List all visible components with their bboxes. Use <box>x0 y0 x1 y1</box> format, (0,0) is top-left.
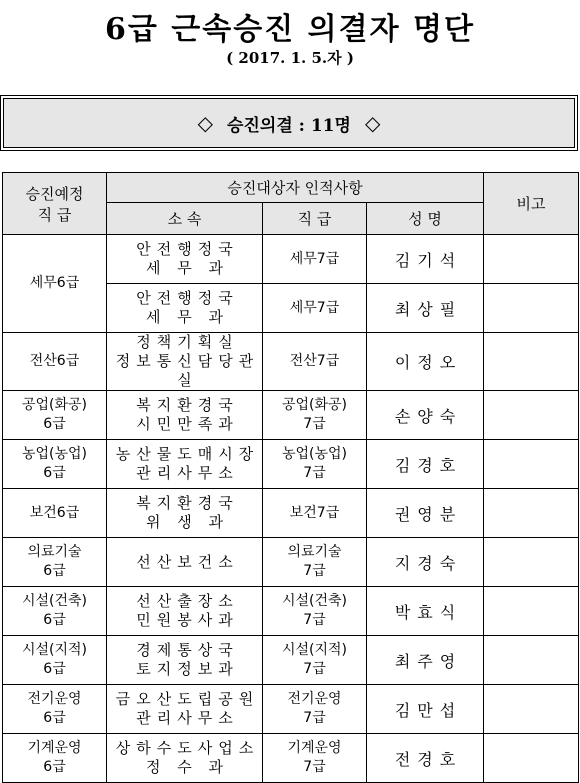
summary-banner <box>3 98 575 148</box>
remarks-cell <box>484 538 579 587</box>
remarks-cell <box>484 284 579 333</box>
target-grade-cell: 공업(화공) 6급 <box>3 391 107 440</box>
target-grade-cell: 농업(농업) 6급 <box>3 440 107 489</box>
remarks-cell <box>484 587 579 636</box>
remarks-cell <box>484 685 579 734</box>
department-cell: 선산출장소 민원봉사과 <box>107 587 263 636</box>
document-date: ( 2017. 1. 5.자 ) <box>226 49 354 67</box>
header-target-grade: 승진예정 직 급 <box>3 173 107 235</box>
person-name-cell: 김만섭 <box>367 685 484 734</box>
promotion-count-label: 승진의결 : 11명 <box>227 115 351 136</box>
person-name-cell: 최상필 <box>367 284 484 333</box>
header-remarks: 비고 <box>484 173 579 235</box>
header-rank: 직 급 <box>263 203 367 235</box>
table-row <box>3 489 579 538</box>
header-department: 소 속 <box>107 203 263 235</box>
remarks-cell <box>484 391 579 440</box>
page-title: 6급 근속승진 의결자 명단 <box>104 12 475 47</box>
person-name-cell: 지경숙 <box>367 538 484 587</box>
header-candidate-info: 승진대상자 인적사항 <box>107 173 484 203</box>
department-cell: 경제통상국 토지정보과 <box>107 636 263 685</box>
promotion-table <box>2 172 579 783</box>
remarks-cell <box>484 734 579 783</box>
current-rank-cell: 보건7급 <box>263 489 367 538</box>
person-name-cell: 박효식 <box>367 587 484 636</box>
table-row <box>3 391 579 440</box>
remarks-cell <box>484 440 579 489</box>
department-cell: 금오산도립공원 관리사무소 <box>107 685 263 734</box>
person-name-cell: 김경호 <box>367 440 484 489</box>
table-row <box>3 538 579 587</box>
remarks-cell <box>484 636 579 685</box>
person-name-cell: 이정오 <box>367 333 484 391</box>
department-cell: 안전행정국 세 무 과 <box>107 284 263 333</box>
table-row <box>3 734 579 783</box>
current-rank-cell: 의료기술 7급 <box>263 538 367 587</box>
department-cell: 선산보건소 <box>107 538 263 587</box>
person-name-cell: 최주영 <box>367 636 484 685</box>
person-name-cell: 전경호 <box>367 734 484 783</box>
person-name-cell: 손양숙 <box>367 391 484 440</box>
department-cell: 농산물도매시장 관리사무소 <box>107 440 263 489</box>
current-rank-cell: 기계운영 7급 <box>263 734 367 783</box>
department-cell: 상하수도사업소 정 수 과 <box>107 734 263 783</box>
current-rank-cell: 공업(화공) 7급 <box>263 391 367 440</box>
table-row <box>3 333 579 391</box>
target-grade-cell: 보건6급 <box>3 489 107 538</box>
current-rank-cell: 농업(농업) 7급 <box>263 440 367 489</box>
target-grade-cell: 전기운영 6급 <box>3 685 107 734</box>
current-rank-cell: 전기운영 7급 <box>263 685 367 734</box>
target-grade-cell: 기계운영 6급 <box>3 734 107 783</box>
current-rank-cell: 시설(건축) 7급 <box>263 587 367 636</box>
diamond-right-icon: ◇ <box>364 111 381 135</box>
department-cell: 안전행정국 세 무 과 <box>107 235 263 284</box>
target-grade-cell: 전산6급 <box>3 333 107 391</box>
table-body <box>3 235 579 783</box>
target-grade-cell: 시설(지적) 6급 <box>3 636 107 685</box>
target-grade-cell: 시설(건축) 6급 <box>3 587 107 636</box>
current-rank-cell: 세무7급 <box>263 235 367 284</box>
table-row <box>3 235 579 284</box>
current-rank-cell: 세무7급 <box>263 284 367 333</box>
person-name-cell: 권영분 <box>367 489 484 538</box>
table-row <box>3 440 579 489</box>
remarks-cell <box>484 235 579 284</box>
header-name: 성 명 <box>367 203 484 235</box>
department-cell: 복지환경국 위 생 과 <box>107 489 263 538</box>
diamond-left-icon: ◇ <box>197 111 214 135</box>
person-name-cell: 김기석 <box>367 235 484 284</box>
target-grade-cell: 의료기술 6급 <box>3 538 107 587</box>
department-cell: 복지환경국 시민만족과 <box>107 391 263 440</box>
current-rank-cell: 시설(지적) 7급 <box>263 636 367 685</box>
remarks-cell <box>484 333 579 391</box>
current-rank-cell: 전산7급 <box>263 333 367 391</box>
table-row <box>3 636 579 685</box>
department-cell: 정책기획실 정보통신담당관실 <box>107 333 263 391</box>
table-row <box>3 685 579 734</box>
target-grade-cell: 세무6급 <box>3 235 107 333</box>
table-row <box>3 587 579 636</box>
remarks-cell <box>484 489 579 538</box>
